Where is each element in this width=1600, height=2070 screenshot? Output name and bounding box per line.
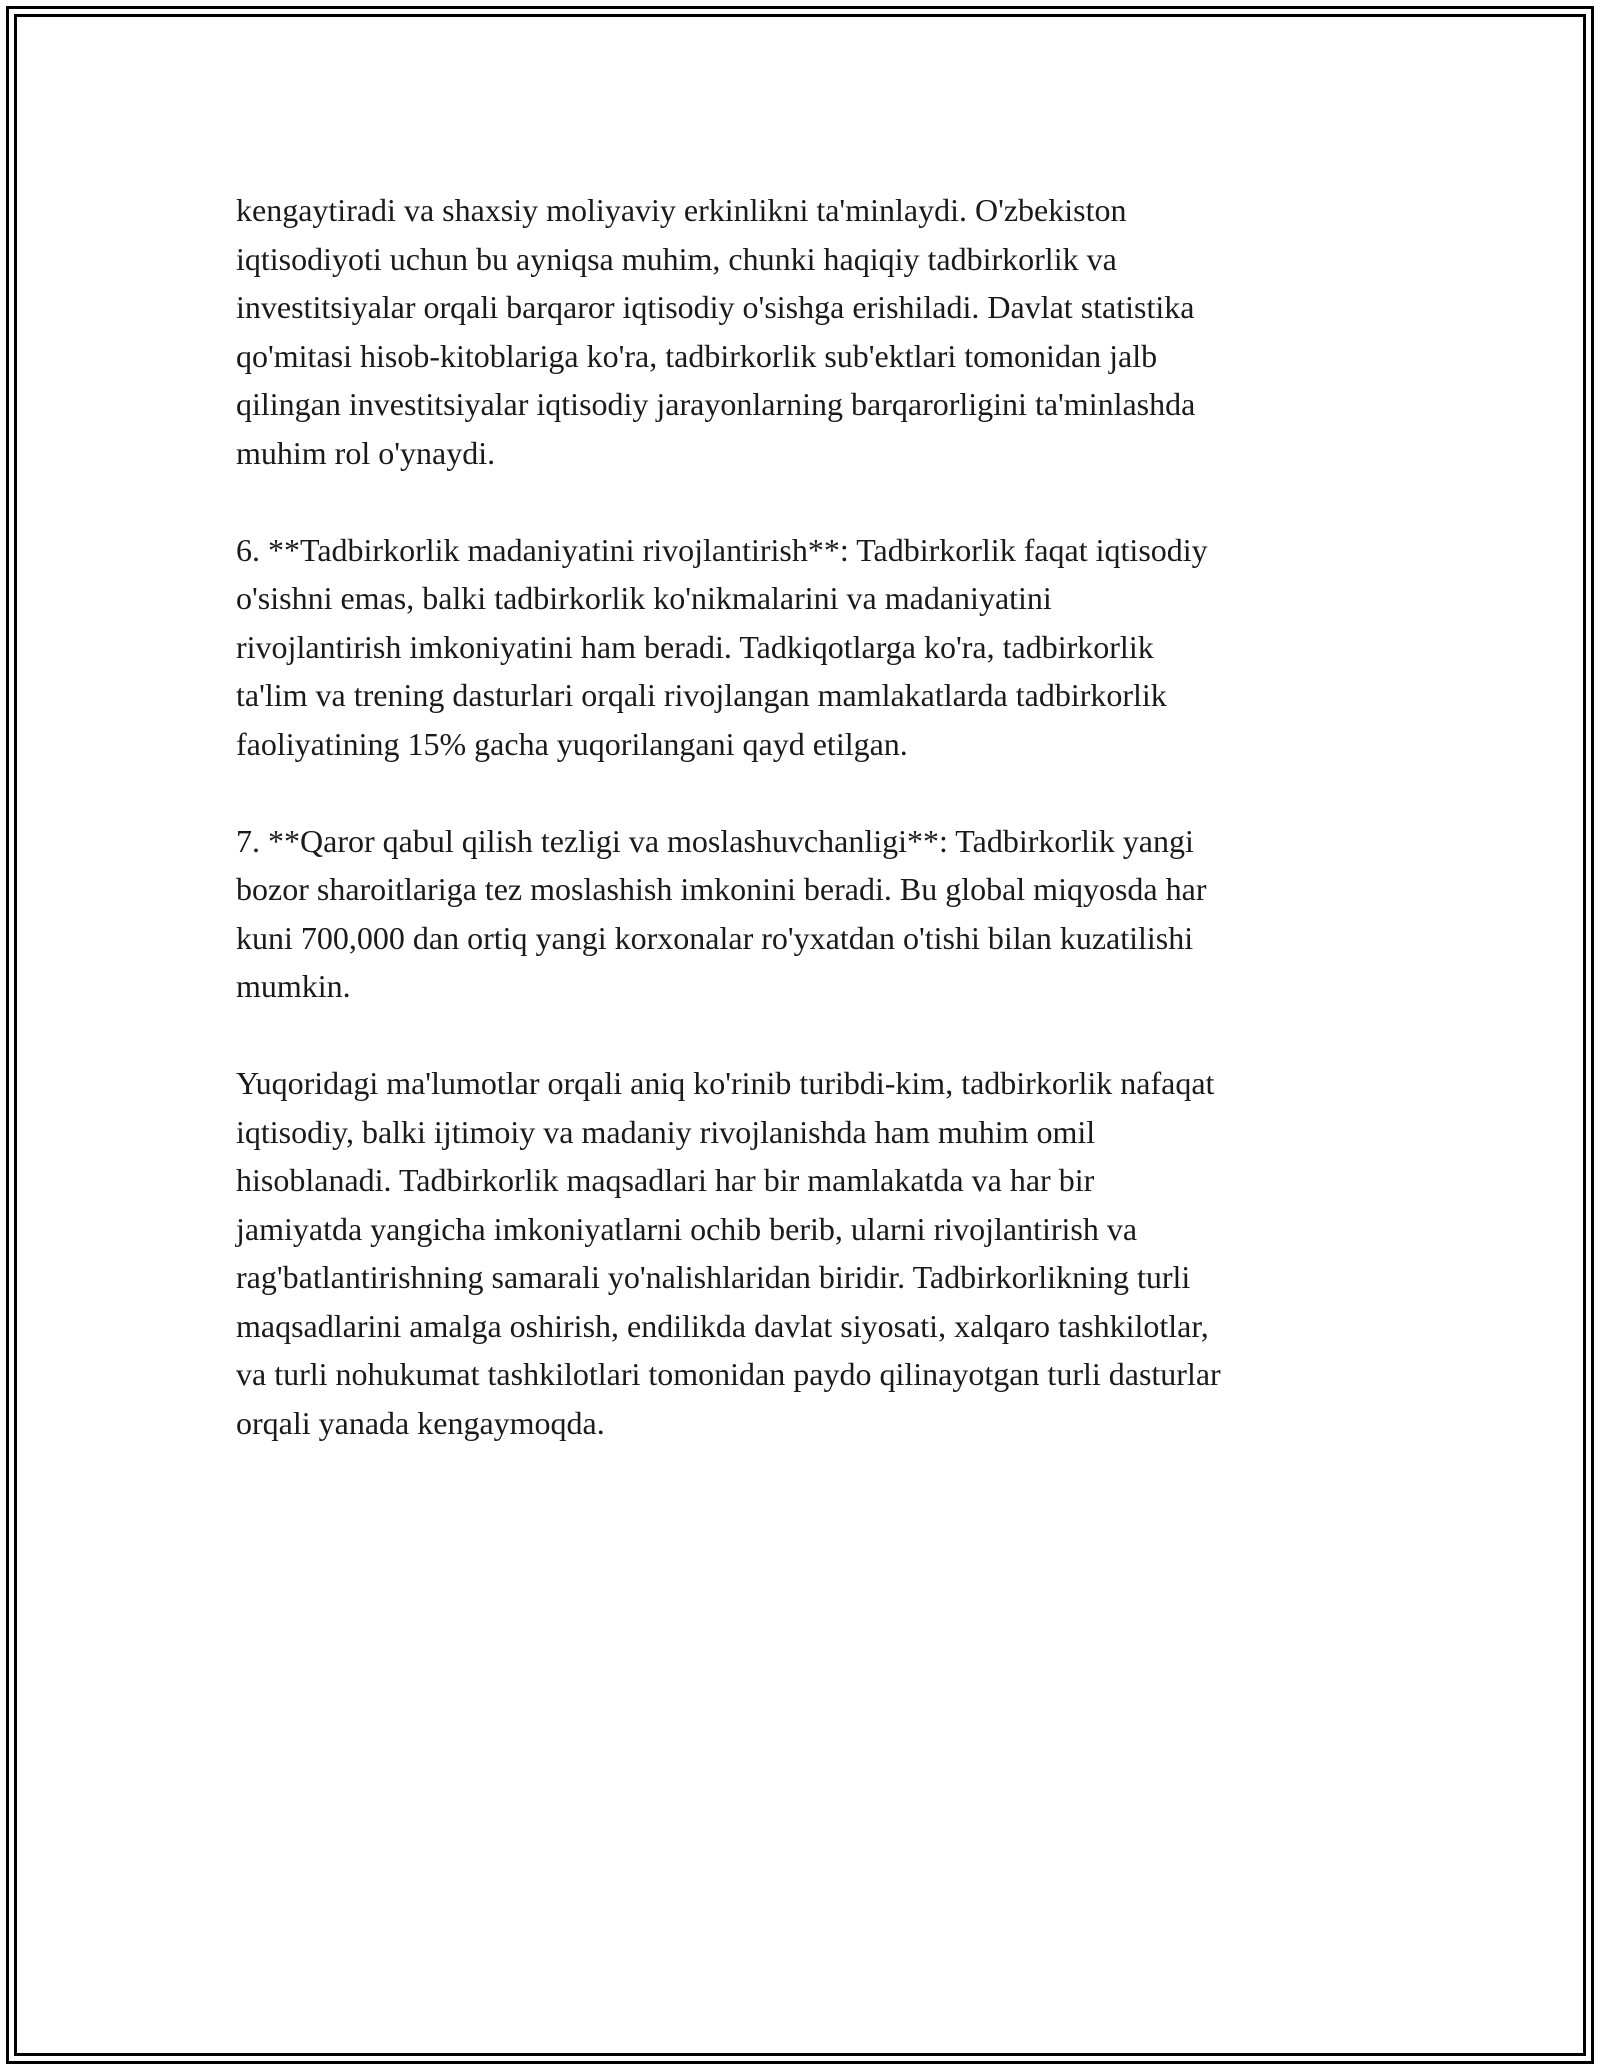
paragraph-item-6: 6. **Tadbirkorlik madaniyatini rivojlantirish**: Tadbirkorlik faqat iqtisodiy o'sishni emas, balki tadbirkorlik ko'nikmalarini va madaniyatini rivojlantirish imkoniyatini ham beradi. Tadkiqotlarga ko'ra, tadbirkorlik ta'lim va trening dasturlari orqali rivojlangan mamlakatlarda tadbirkorlik faoliyatining 15% gacha yuqorilangani qayd etilgan. [236, 531, 1208, 762]
paragraph-item-7: 7. **Qaror qabul qilish tezligi va moslashuvchanligi**: Tadbirkorlik yangi bozor sharoitlariga tez moslashish imkonini beradi. Bu global miqyosda har kuni 700,000 dan ortiq yangi korxonalar ro'yxatdan o'tishi bilan kuzatilishi mumkin. [236, 822, 1207, 1004]
paragraph-conclusion: Yuqoridagi ma'lumotlar orqali aniq ko'rinib turibdi-kim, tadbirkorlik nafaqat iqtisodiy, balki ijtimoiy va madaniy rivojlanishda ham muhim omil hisoblanadi. Tadbirkorlik maqsadlari har bir mamlakatda va har bir jamiyatda yangicha imkoniyatlarni ochib berib, ularni rivojlantirish va rag'batlantirishning samarali yo'nalishlaridan biridir. Tadbirkorlikning turli maqsadlarini amalga oshirish, endilikda davlat siyosati, xalqaro tashkilotlar, va turli nohukumat tashkilotlari tomonidan paydo qilinayotgan turli dasturlar orqali yanada kengaymoqda. [236, 1065, 1221, 1441]
paragraph-intro-continuation: kengaytiradi va shaxsiy moliyaviy erkinlikni ta'minlaydi. O'zbekiston iqtisodiyoti uchun bu ayniqsa muhim, chunki haqiqiy tadbirkorlik va investitsiyalar orqali barqaror iqtisodiy o'sishga erishiladi. Davlat statistika qo'mitasi hisob-kitoblariga ko'ra, tadbirkorlik sub'ektlari tomonidan jalb qilingan investitsiyalar iqtisodiy jarayonlarning barqarorligini ta'minlashda muhim rol o'ynaydi. [236, 192, 1196, 471]
document-body [236, 186, 1386, 1447]
